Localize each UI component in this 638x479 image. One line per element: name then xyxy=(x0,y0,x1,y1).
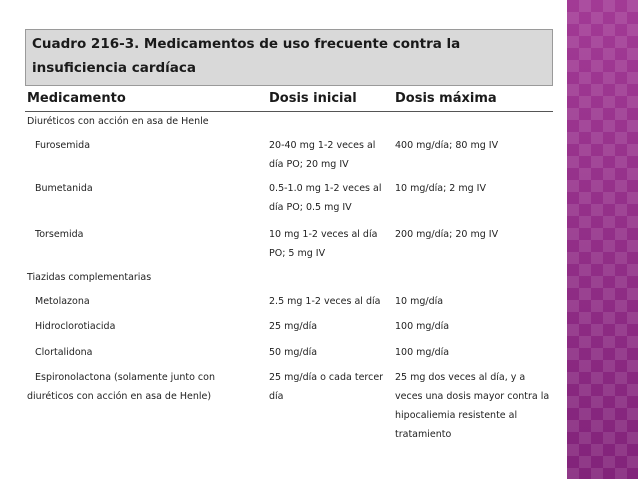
row-metolazona-name: Metolazona xyxy=(35,296,90,307)
table-title: Cuadro 216-3. Medicamentos de uso frecuente contra la insuficiencia cardíaca xyxy=(32,36,461,76)
row-clortalidona-inicial: 50 mg/día xyxy=(269,347,318,358)
row-espironolactona-inicial: 25 mg/día o cada tercer día xyxy=(269,372,384,402)
row-furosemida-maxima: 400 mg/día; 80 mg IV xyxy=(395,140,499,151)
row-hidroclorotiacida-maxima: 100 mg/día xyxy=(395,321,450,332)
row-torsemida-maxima: 200 mg/día; 20 mg IV xyxy=(395,229,499,240)
row-bumetanida-inicial: 0.5-1.0 mg 1-2 veces al día PO; 0.5 mg IV xyxy=(269,183,382,213)
row-furosemida-name: Furosemida xyxy=(35,140,91,151)
row-espironolactona-name: Espironolactona (solamente junto con diuréticos con acción en asa de Henle) xyxy=(27,372,215,402)
header-dosis-inicial: Dosis inicial xyxy=(269,91,357,106)
row-torsemida-inicial: 10 mg 1-2 veces al día PO; 5 mg IV xyxy=(269,229,378,259)
decorative-sidebar xyxy=(567,0,638,479)
header-dosis-maxima: Dosis máxima xyxy=(395,91,497,106)
header-medicamento: Medicamento xyxy=(27,91,126,106)
row-clortalidona-name: Clortalidona xyxy=(35,347,93,358)
table-title-box xyxy=(25,29,553,86)
row-hidroclorotiacida-inicial: 25 mg/día xyxy=(269,321,318,332)
row-metolazona-inicial: 2.5 mg 1-2 veces al día xyxy=(269,296,381,307)
group-tiazidas: Tiazidas complementarias xyxy=(27,272,152,283)
row-furosemida-inicial: 20-40 mg 1-2 veces al día PO; 20 mg IV xyxy=(269,140,376,170)
row-metolazona-maxima: 10 mg/día xyxy=(395,296,444,307)
row-espironolactona-maxima: 25 mg dos veces al día, y a veces una dosis mayor contra la hipocaliemia resistente al tratamiento xyxy=(395,372,550,440)
row-hidroclorotiacida-name: Hidroclorotiacida xyxy=(35,321,116,332)
row-bumetanida-name: Bumetanida xyxy=(35,183,93,194)
row-torsemida-name: Torsemida xyxy=(35,229,84,240)
row-bumetanida-maxima: 10 mg/día; 2 mg IV xyxy=(395,183,486,194)
row-clortalidona-maxima: 100 mg/día xyxy=(395,347,450,358)
group-diureticos: Diuréticos con acción en asa de Henle xyxy=(27,116,209,127)
